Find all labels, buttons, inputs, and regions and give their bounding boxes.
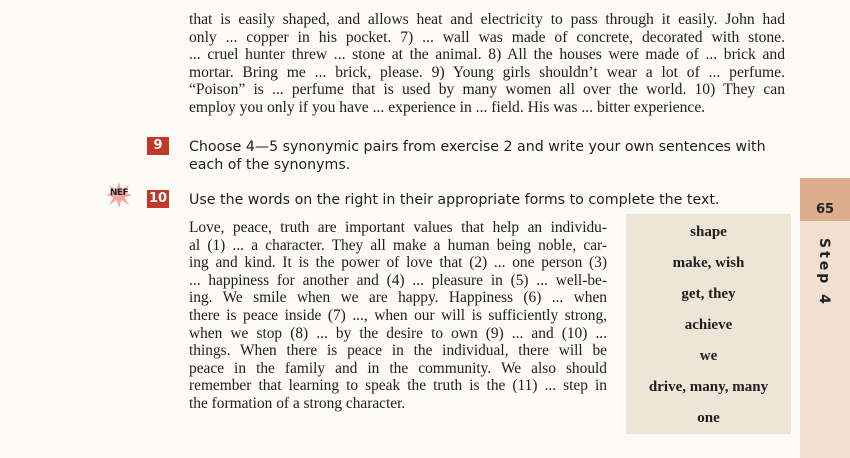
- text-line: ... happiness for another and (4) ... pleasure in (5) ... well-be-: [189, 271, 607, 289]
- text-line: mortar. Bring me ... brick, please. 9) Young girls shouldn’t wear a lot of ... perfume.: [189, 63, 785, 81]
- word-bank-item: we: [699, 348, 718, 364]
- text-line: the formation of a strong character.: [189, 394, 406, 412]
- text-line: employ you only if you have ... experience in ... field. His was ... bitter experience.: [189, 98, 706, 116]
- exercise-9-instruction: [189, 138, 766, 174]
- word-bank-item: one: [697, 410, 720, 426]
- text-line: al (1) ... a character. They all make a human being noble, car-: [189, 236, 607, 254]
- step-label: Step 4: [816, 238, 832, 307]
- nef-badge: [106, 182, 132, 208]
- text-line: ing. We smile when we are happy. Happiness (6) ... when: [189, 289, 607, 307]
- text-line: Love, peace, truth are important values that help an individu-: [189, 219, 607, 236]
- text-line: ing and kind. It is the power of love that (2) ... one person (3): [189, 254, 607, 272]
- page-number: 65: [815, 202, 835, 217]
- instruction-line: each of the synonyms.: [189, 157, 351, 173]
- word-bank-item: get, they: [681, 286, 736, 302]
- exercise-10-instruction: Use the words on the right in their appropriate forms to complete the text.: [189, 192, 720, 208]
- word-bank-item: make, wish: [672, 255, 745, 271]
- word-bank-item: drive, many, many: [648, 379, 769, 395]
- text-line: that is easily shaped, and allows heat and electricity to pass through it easily. John had: [189, 11, 785, 28]
- nef-label: NEF: [109, 188, 129, 198]
- text-line: peace in the family and in the community. We also should: [189, 359, 607, 377]
- text-line: things. When there is peace in the individual, there will be: [189, 342, 607, 360]
- text-line: only ... copper in his pocket. 7) ... wall was made of concrete, decorated with stone.: [189, 28, 785, 46]
- exercise-8-continuation: [189, 11, 785, 117]
- text-line: when we stop (8) ... by the desire to own (9) ... and (10) ...: [189, 324, 607, 342]
- text-line: there is peace inside (7) ..., when our will is sufficiently strong,: [189, 306, 607, 324]
- text-line: “Poison” is ... perfume that is used by many women all over the world. 10) They can: [189, 81, 785, 99]
- instruction-line: Choose 4—5 synonymic pairs from exercise 2 and write your own sentences with: [189, 139, 766, 155]
- word-bank-item: shape: [690, 224, 727, 240]
- text-line: remember that learning to speak the truth is the (11) ... step in: [189, 377, 607, 395]
- exercise-10-number: 10: [148, 191, 168, 206]
- word-bank-item: achieve: [684, 317, 733, 333]
- text-line: ... cruel hunter threw ... stone at the animal. 8) All the houses were made of ... brick and: [189, 46, 785, 64]
- exercise-10-text: [189, 219, 607, 413]
- exercise-9-number: 9: [147, 137, 169, 155]
